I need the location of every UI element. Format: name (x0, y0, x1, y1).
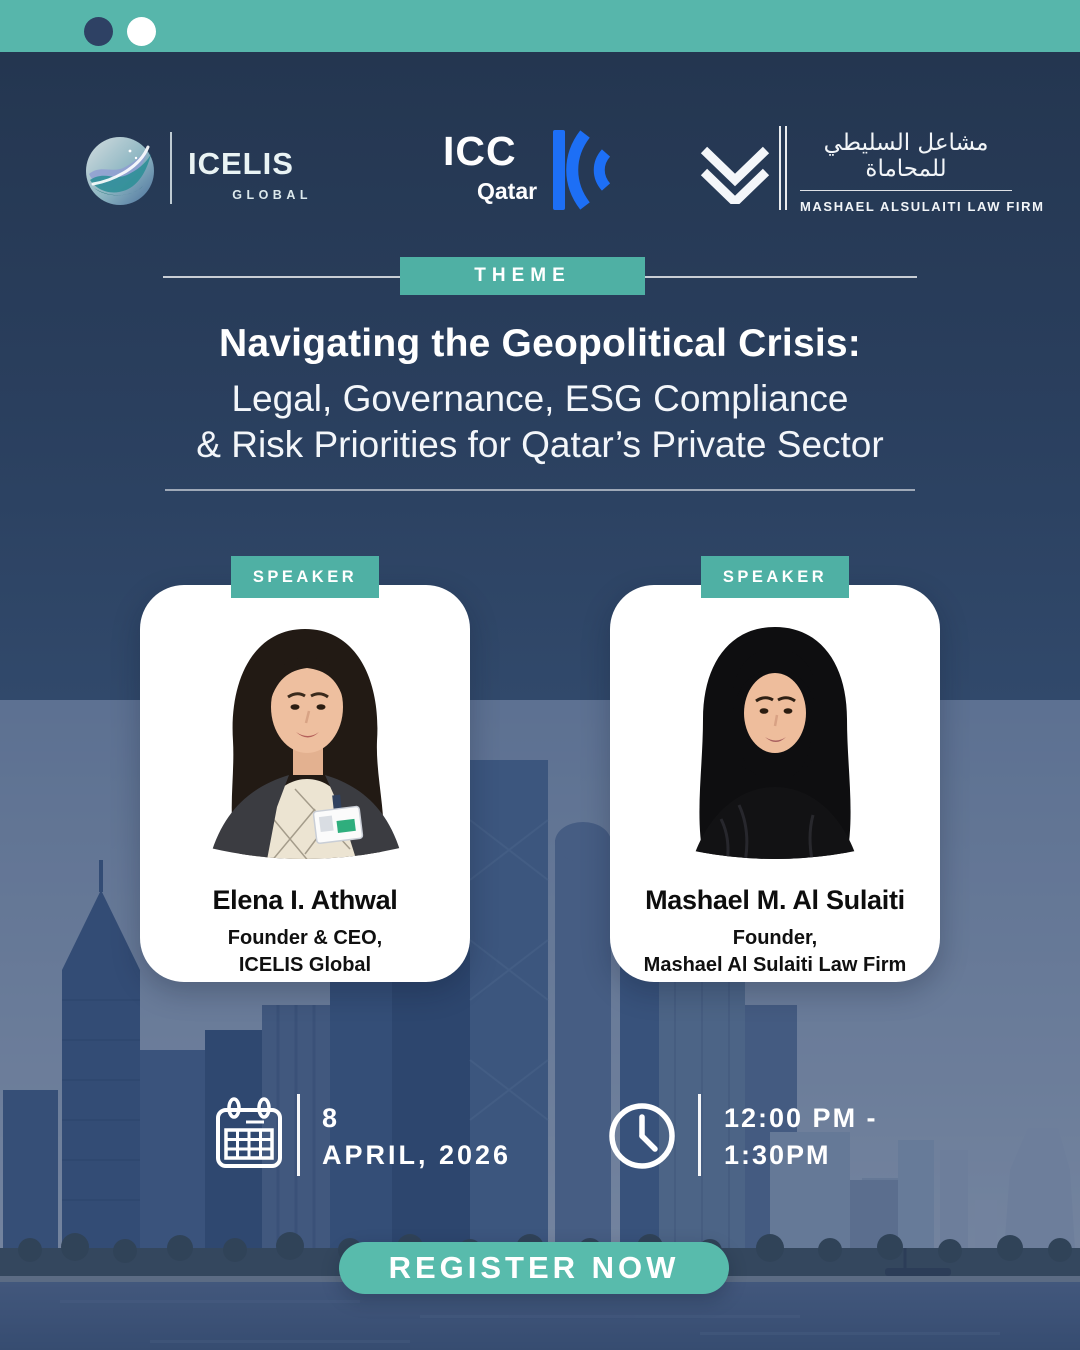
speaker-photo-elena (165, 609, 445, 881)
speaker-badge-label: SPEAKER (722, 567, 828, 586)
speaker-photo-mashael (635, 609, 915, 881)
speaker-role-line2: ICELIS Global (238, 954, 372, 976)
info-divider (698, 1094, 701, 1176)
speaker-role-line2: Mashael Al Sulaiti Law Firm (643, 954, 907, 976)
theme-badge (400, 257, 645, 295)
speaker-role (140, 925, 470, 979)
register-now-button[interactable] (339, 1242, 729, 1294)
event-date: APRIL, 2026 (322, 1140, 512, 1170)
clock-icon (607, 1101, 677, 1171)
speaker-badge-label: SPEAKER (252, 567, 358, 586)
speaker-card-elena (140, 567, 470, 982)
event-time-line2: 1:30PM (724, 1140, 831, 1170)
icc-logo-name: ICC (443, 128, 517, 174)
law-firm-arabic-name: مشاعل السليطي للمحاماة (800, 130, 1012, 191)
theme-badge-label: THEME (474, 265, 571, 286)
icelis-logo-sub: GLOBAL (232, 188, 312, 202)
speaker-role-line1: Founder, (732, 927, 818, 949)
event-title (0, 322, 1080, 468)
speaker-role-line1: Founder & CEO, (227, 927, 383, 949)
icc-wave-icon (553, 128, 615, 212)
speaker-badge (231, 556, 379, 598)
law-firm-logo (800, 130, 1045, 214)
logo-divider (170, 132, 172, 204)
window-dot-white (127, 17, 156, 46)
speaker-name: Elena I. Athwal (212, 885, 398, 915)
event-date-day: 8 (322, 1103, 339, 1133)
window-dot-navy (84, 17, 113, 46)
speaker-role (610, 925, 940, 979)
register-now-label: REGISTER NOW (388, 1250, 680, 1285)
icelis-logo-name: ICELIS (188, 146, 294, 181)
event-title-line3: & Risk Priorities for Qatar’s Private Sector (196, 424, 884, 465)
alsulaiti-monogram-icon (700, 140, 770, 204)
speaker-name: Mashael M. Al Sulaiti (645, 885, 905, 915)
calendar-icon (214, 1096, 284, 1172)
event-title-line1: Navigating the Geopolitical Crisis: (219, 322, 861, 365)
info-divider (297, 1094, 300, 1176)
icelis-logo (188, 146, 312, 202)
event-title-line2: Legal, Governance, ESG Compliance (231, 378, 849, 419)
speaker-card-mashael (610, 567, 940, 982)
window-titlebar (0, 0, 1080, 52)
title-divider-line (165, 489, 915, 491)
icc-logo-sub: Qatar (477, 178, 538, 204)
law-firm-english-name: MASHAEL ALSULAITI LAW FIRM (800, 199, 1045, 214)
speaker-badge (701, 556, 849, 598)
logo-divider-double (779, 126, 789, 210)
icelis-globe-icon (85, 136, 155, 206)
event-time-line1: 12:00 PM - (724, 1103, 878, 1133)
